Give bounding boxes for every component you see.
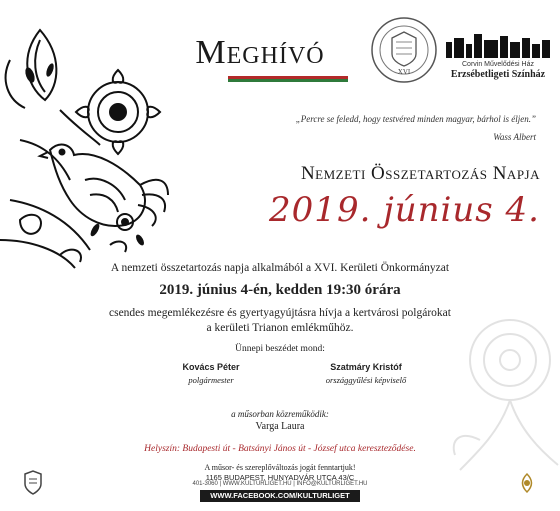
- footer-note: A műsor- és szereplőváltozás jogát fenntartjuk!: [204, 463, 356, 472]
- quote-text: „Percre se feledd, hogy testvéred minden magyar, bárhol is éljen.”: [295, 114, 536, 124]
- program-label: a műsorban közreműködik:: [231, 409, 329, 419]
- speaker-name: Szatmáry Kristóf: [330, 362, 402, 372]
- speaker-role: országgyűlési képviselő: [325, 375, 407, 385]
- performer-name: Varga Laura: [255, 421, 305, 432]
- event-date: 2019. június 4.: [269, 190, 540, 230]
- event-name: Nemzeti Összetartozás Napja: [300, 163, 540, 184]
- speaker-name: Kovács Péter: [182, 362, 240, 372]
- footer-address: 1165 BUDAPEST, HUNYADVÁR UTCA 43/C: [205, 473, 355, 482]
- location-text: Helyszín: Budapesti út - Batsányi János út - József utca kereszteződése.: [144, 444, 416, 454]
- invite-line-1: csendes megemlékezésre és gyertyagyújtásra hívja a kertvárosi polgárokat: [109, 307, 451, 319]
- quote-author: Wass Albert: [493, 132, 536, 142]
- speaker-role: polgármester: [188, 375, 234, 385]
- folk-bird-flower-icon: [0, 0, 170, 270]
- culture-logo-icon: [514, 470, 540, 498]
- title-underline: [228, 76, 348, 82]
- district-seal-icon: [370, 16, 438, 84]
- footer-contact: 401-3060 | WWW.KULTURLIGET.HU | INFO@KULTURLIGET.HU: [192, 481, 368, 487]
- folk-flower-watermark-icon: [440, 300, 560, 480]
- svg-text:XVI: XVI: [397, 68, 411, 76]
- speech-label: Ünnepi beszédet mond:: [235, 344, 325, 354]
- logo-subtitle: Corvin Művelődési Ház: [462, 61, 534, 68]
- page-title: Meghívó: [195, 34, 325, 71]
- intro-text: A nemzeti összetartozás napja alkalmából a XVI. Kerületi Önkormányzat: [110, 262, 450, 274]
- district-emblem-icon: [20, 470, 46, 498]
- invite-line-2: a kerületi Trianon emlékműhöz.: [206, 322, 354, 334]
- facebook-link[interactable]: WWW.FACEBOOK.COM/KULTURLIGET: [200, 490, 360, 502]
- logo-name: Erzsébetligeti Színház: [450, 69, 546, 80]
- event-datetime: 2019. június 4-én, kedden 19:30 órára: [159, 282, 401, 298]
